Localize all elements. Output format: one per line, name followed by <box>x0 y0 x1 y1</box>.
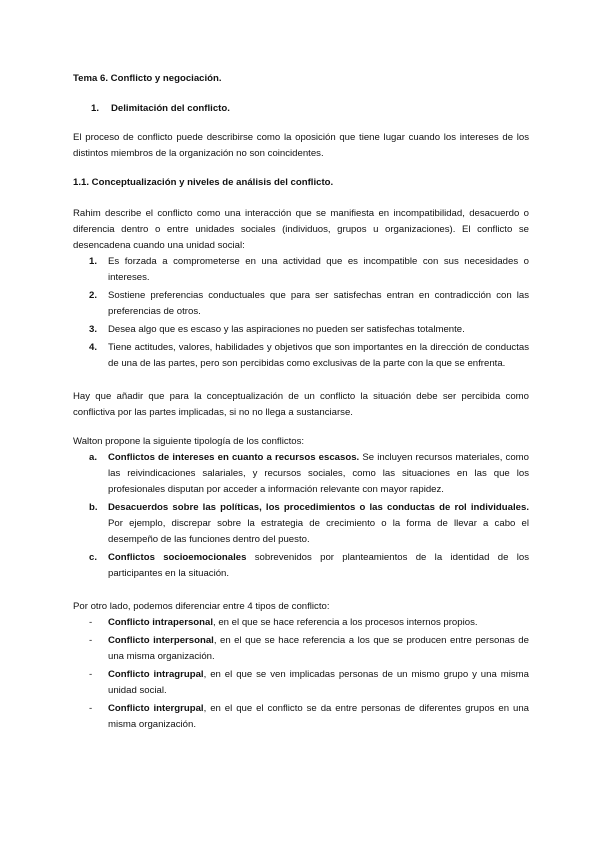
document-title: Tema 6. Conflicto y negociación. <box>73 73 222 84</box>
rahim-paragraph: Rahim describe el conflicto como una interacción que se manifiesta en incompatibilidad, desacuerdo o diferencia dentro o entre unidades sociales (individuos, grupos u organizaciones). El conflicto se desencadena cuando una unidad social: <box>73 208 529 251</box>
list-item-text: , en el que se ven implicadas personas de un mismo grupo y una misma unidad social. <box>108 669 529 696</box>
list-item <box>73 450 529 498</box>
rahim-list <box>73 254 529 372</box>
list-item-text: Por ejemplo, discrepar sobre la estrategia de crecimiento o la forma de llevar a cabo el desempeño de las funciones dentro del puesto. <box>108 518 529 545</box>
list-item-bold: Conflicto interpersonal <box>108 635 214 646</box>
list-marker: 2. <box>89 290 98 301</box>
list-item <box>73 254 529 286</box>
list-item <box>73 633 529 665</box>
list-item-text: , en el que se hace referencia a los que se producen entre personas de una misma organización. <box>108 635 529 662</box>
spacer <box>73 374 529 389</box>
list-item-bold: Conflictos de intereses en cuanto a recursos escasos. <box>108 452 360 463</box>
list-item <box>73 500 529 548</box>
list-marker: 3. <box>89 324 98 335</box>
list-item-bold: Desacuerdos sobre las políticas, los procedimientos o las conductas de rol individuales. <box>108 502 529 513</box>
section-label: Delimitación del conflicto. <box>111 103 230 114</box>
list-marker: c. <box>89 552 98 563</box>
list-item-bold: Conflictos socioemocionales <box>108 552 247 563</box>
list-item-text: Tiene actitudes, valores, habilidades y objetivos que son importantes en la dirección de conductas de una de las partes, pero son percibidas como exclusivas de la parte con la que se enfrenta. <box>108 342 529 369</box>
list-item-text: , en el que se hace referencia a los procesos internos propios. <box>213 617 478 628</box>
list-item <box>73 288 529 320</box>
document-content <box>73 71 529 735</box>
list-item-text: , en el que el conflicto se da entre personas de diferentes grupos en una misma organización. <box>108 703 529 730</box>
list-item <box>73 550 529 582</box>
list-marker: 1. <box>89 256 98 267</box>
list-marker: 4. <box>89 342 98 353</box>
list-item <box>73 615 529 631</box>
types-list <box>73 615 529 733</box>
list-item-bold: Conflicto intrapersonal <box>108 617 214 628</box>
spacer <box>73 584 529 599</box>
list-item-text: Se incluyen recursos materiales, como las reivindicaciones salariales, y recursos sociales, como las situaciones en las que los profesionales disputan por acceder a información relevante con mayor rapidez. <box>108 452 529 495</box>
list-item-text: Desea algo que es escaso y las aspiraciones no pueden ser satisfechas totalmente. <box>108 324 465 335</box>
list-item <box>73 322 529 338</box>
subsection-heading: 1.1. Conceptualización y niveles de análisis del conflicto. <box>73 177 334 188</box>
list-item-bold: Conflicto intergrupal <box>108 703 204 714</box>
list-item <box>73 340 529 372</box>
list-item-bold: Conflicto intragrupal <box>108 669 204 680</box>
list-marker: - <box>89 635 93 646</box>
list-item-text: sobrevenidos por planteamientos de la identidad de los participantes en la situación. <box>108 552 529 579</box>
list-marker: - <box>89 617 93 628</box>
list-item-text: Es forzada a comprometerse en una actividad que es incompatible con sus necesidades o intereses. <box>108 256 529 283</box>
section-number: 1. <box>91 103 100 114</box>
walton-list <box>73 450 529 582</box>
intro-paragraph: El proceso de conflicto puede describirse como la oposición que tiene lugar cuando los intereses de los distintos miembros de la organización no son coincidentes. <box>73 132 529 159</box>
list-item <box>73 701 529 733</box>
types-paragraph: Por otro lado, podemos diferenciar entre 4 tipos de conflicto: <box>73 601 330 612</box>
list-marker: b. <box>89 502 98 513</box>
list-marker: - <box>89 703 93 714</box>
list-item-text: Sostiene preferencias conductuales que para ser satisfechas entran en contradicción con las preferencias de otros. <box>108 290 529 317</box>
addition-paragraph: Hay que añadir que para la conceptualización de un conflicto la situación debe ser percibida como conflictiva por las partes implicadas, si no no llega a sustanciarse. <box>73 391 529 418</box>
list-item <box>73 667 529 699</box>
walton-paragraph: Walton propone la siguiente tipología de los conflictos: <box>73 436 305 447</box>
section-heading <box>91 101 529 117</box>
list-marker: a. <box>89 452 98 463</box>
list-marker: - <box>89 669 93 680</box>
